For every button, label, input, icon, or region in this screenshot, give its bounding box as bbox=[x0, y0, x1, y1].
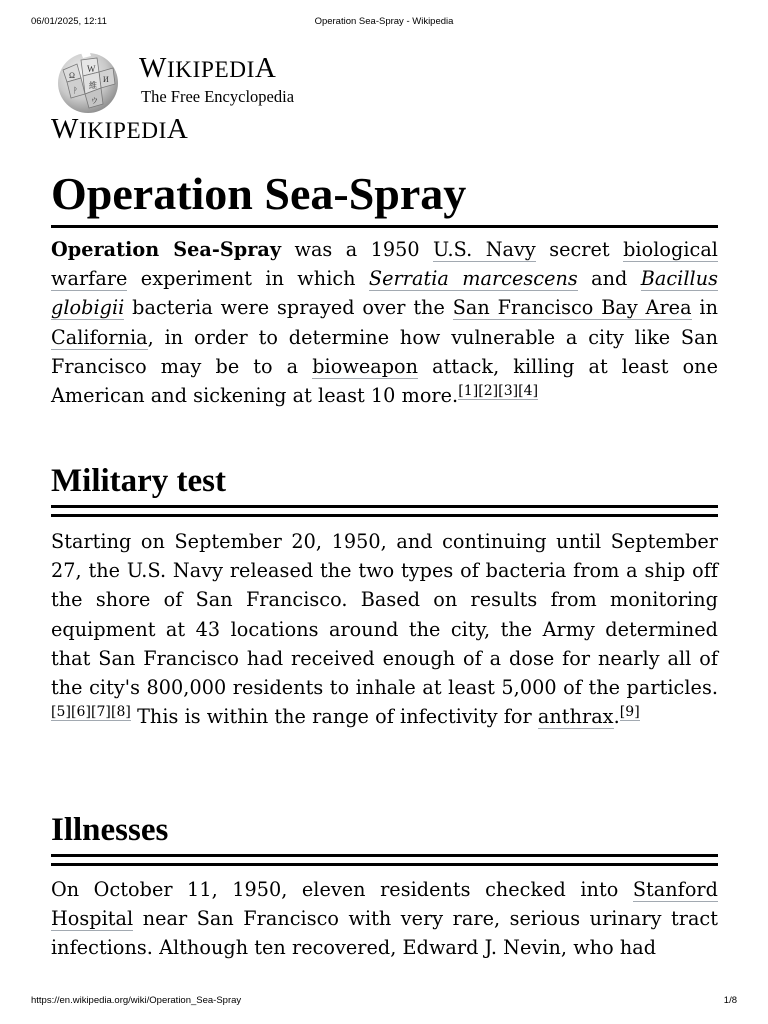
svg-text:W: W bbox=[87, 64, 96, 74]
text: On October 11, 1950, eleven residents checked into bbox=[51, 878, 633, 901]
link-stanford-hospital[interactable]: Stanford Hospital bbox=[51, 878, 718, 931]
print-footer bbox=[0, 995, 768, 1009]
wordmark-initial: W bbox=[139, 52, 167, 84]
text: secret bbox=[535, 238, 624, 261]
text: , in order to determine how vulnerable a city like San Francisco may be to a bbox=[51, 325, 718, 378]
reference-links[interactable]: [9] bbox=[619, 704, 640, 721]
svg-text:ᚹ: ᚹ bbox=[73, 86, 78, 95]
wordmark-smallcaps: IKIPEDI bbox=[166, 57, 255, 83]
text: in bbox=[691, 296, 718, 320]
svg-text:Ω: Ω bbox=[69, 71, 75, 80]
page-title: Operation Sea-Spray bbox=[51, 168, 467, 219]
print-page-number: 1/8 bbox=[723, 995, 737, 1006]
text: Starting on September 20, 1950, and continuing until September 27, the U.S. Navy released the two types of bacteria from a ship off the shore of San Francisco. Based on results from monitoring equipment at 43 locations around the city, the Army determined that San Francisco had received enough of a dose for nearly all of the city's 800,000 residents to inhale at least 5,000 of the particles. bbox=[51, 530, 718, 700]
section-rule bbox=[51, 854, 718, 866]
reference-links[interactable]: [1][2][3][4] bbox=[458, 383, 539, 400]
text: This is within the range of infectivity for bbox=[130, 705, 538, 729]
wordmark-smallcaps: IKIPEDI bbox=[78, 118, 167, 144]
print-page-title: Operation Sea-Spray - Wikipedia bbox=[314, 16, 454, 27]
title-rule bbox=[51, 225, 718, 228]
text: was a 1950 bbox=[281, 238, 434, 261]
text: bacteria were sprayed over the bbox=[124, 296, 453, 320]
link-san-francisco-bay-area[interactable]: San Francisco Bay Area bbox=[452, 296, 692, 320]
print-url: https://en.wikipedia.org/wiki/Operation_Sea-Spray bbox=[31, 995, 242, 1006]
wikipedia-wordmark-text bbox=[51, 112, 188, 148]
wikipedia-logo[interactable] bbox=[51, 50, 351, 120]
wikipedia-tagline: The Free Encyclopedia bbox=[141, 87, 295, 106]
wikipedia-wordmark bbox=[139, 51, 276, 87]
section-heading-military-test: Military test bbox=[51, 463, 227, 499]
link-biological-warfare[interactable]: biological warfare bbox=[51, 238, 718, 291]
link-serratia-marcescens[interactable]: Serratia marcescens bbox=[368, 267, 578, 291]
link-bacillus-globigii[interactable]: Bacillus globigii bbox=[51, 267, 719, 320]
text: . bbox=[613, 705, 620, 729]
svg-text:ウ: ウ bbox=[91, 97, 98, 105]
wordmark-final: A bbox=[254, 52, 277, 84]
intro-paragraph bbox=[51, 235, 718, 410]
section-rule bbox=[51, 505, 718, 517]
link-us-navy[interactable]: U.S. Navy bbox=[433, 238, 536, 261]
intro-bold-title: Operation Sea-Spray bbox=[51, 238, 282, 261]
reference-links[interactable]: [5][6][7][8] bbox=[51, 704, 131, 721]
link-anthrax[interactable]: anthrax bbox=[537, 705, 614, 729]
military-test-paragraph bbox=[51, 527, 718, 731]
text: near San Francisco with very rare, serious urinary tract infections. Although ten recovered, Edward J. Nevin, who had bbox=[51, 907, 718, 960]
illnesses-paragraph bbox=[51, 875, 718, 963]
svg-text:И: И bbox=[103, 75, 109, 84]
wordmark-initial: W bbox=[51, 113, 79, 145]
text: and bbox=[577, 267, 641, 291]
section-heading-illnesses: Illnesses bbox=[51, 812, 169, 848]
text: experiment in which bbox=[127, 267, 369, 291]
link-california[interactable]: California bbox=[51, 325, 148, 349]
text: attack, killing at least one American and sickening at least 10 more. bbox=[51, 354, 718, 408]
link-bioweapon[interactable]: bioweapon bbox=[312, 354, 419, 378]
svg-text:維: 維 bbox=[89, 81, 97, 90]
print-datetime: 06/01/2025, 12:11 bbox=[31, 16, 107, 27]
wordmark-final: A bbox=[166, 113, 189, 145]
print-header bbox=[0, 16, 768, 30]
wikipedia-globe-icon bbox=[51, 50, 125, 114]
